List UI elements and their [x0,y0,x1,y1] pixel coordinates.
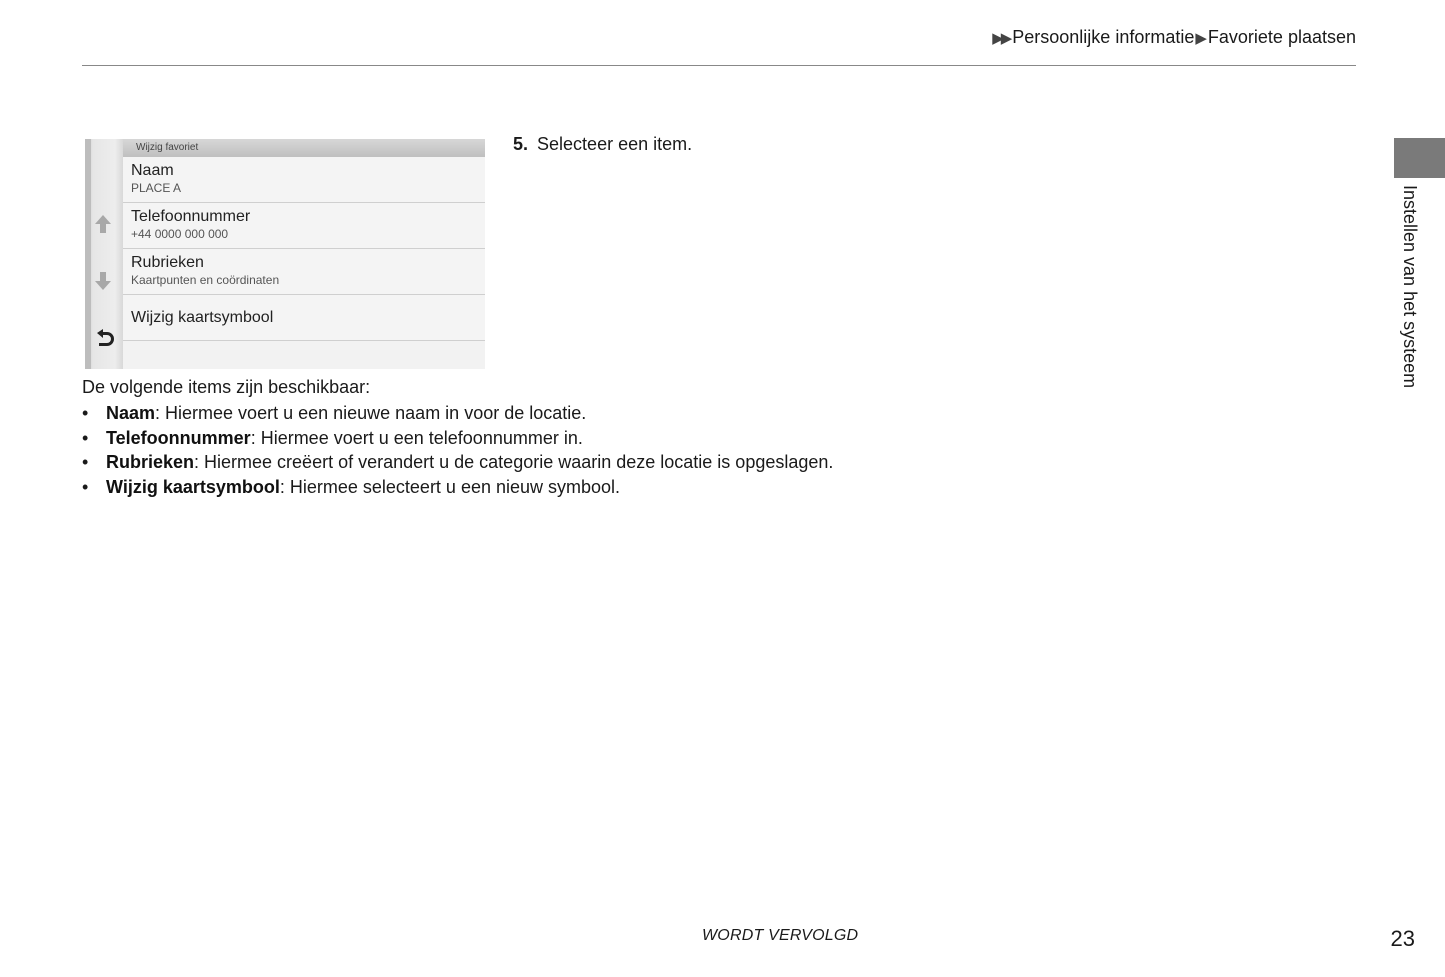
page-number: 23 [1390,926,1415,951]
step-number: 5. [513,134,529,154]
menu-item-label: Naam [131,162,174,179]
step-text: Selecteer een item. [537,134,693,154]
screen-rail-edge [85,139,91,369]
arrow-down-icon[interactable] [93,270,113,298]
menu-item-label: Telefoonnummer [131,208,251,225]
item-description: : Hiermee selecteert u een nieuw symbool. [279,476,621,497]
menu-item-value: PLACE A [131,181,182,195]
list-item [82,426,833,451]
step-instruction [513,134,692,155]
chapter-label: Instellen van het systeem [1400,185,1420,389]
list-item [82,475,833,500]
menu-item-label: Rubrieken [131,254,204,271]
item-description: : Hiermee creëert of verandert u de categorie waarin deze locatie is opgeslagen. [194,452,834,473]
items-list [82,401,833,499]
breadcrumb-section[interactable]: Persoonlijke informatie [1012,27,1195,47]
items-intro: De volgende items zijn beschikbaar: [82,377,371,397]
menu-list [123,157,485,341]
menu-item-value: Kaartpunten en coördinaten [131,273,280,287]
item-term: Rubrieken [106,452,195,473]
menu-item-telefoonnummer[interactable] [123,203,485,249]
item-description: : Hiermee voert u een nieuwe naam in voor de locatie. [155,403,587,423]
menu-item-rubrieken[interactable] [123,249,485,295]
item-term: Naam [106,403,156,423]
menu-item-naam[interactable] [123,157,485,203]
back-icon[interactable] [93,328,117,356]
chapter-tab [1394,138,1445,178]
continued-note: WORDT VERVOLGD [702,927,859,944]
double-triangle-icon: ▶▶ [992,29,1010,47]
item-term: Wijzig kaartsymbool [106,476,280,497]
triangle-icon: ▶ [1195,29,1207,47]
menu-item-value: +44 0000 000 000 [131,227,229,241]
menu-item-label: Wijzig kaartsymbool [131,309,274,326]
list-item [82,401,833,426]
navigation-screen-image [85,139,485,369]
screen-title: Wijzig favoriet [123,139,485,157]
list-item [82,450,833,475]
header-divider [82,65,1356,66]
item-term: Telefoonnummer [106,427,251,448]
breadcrumb [992,27,1356,48]
menu-item-wijzig-kaartsymbool[interactable] [123,295,485,341]
breadcrumb-page[interactable]: Favoriete plaatsen [1207,27,1356,47]
arrow-up-icon[interactable] [93,213,113,241]
item-description: : Hiermee voert u een telefoonnummer in. [250,427,583,448]
